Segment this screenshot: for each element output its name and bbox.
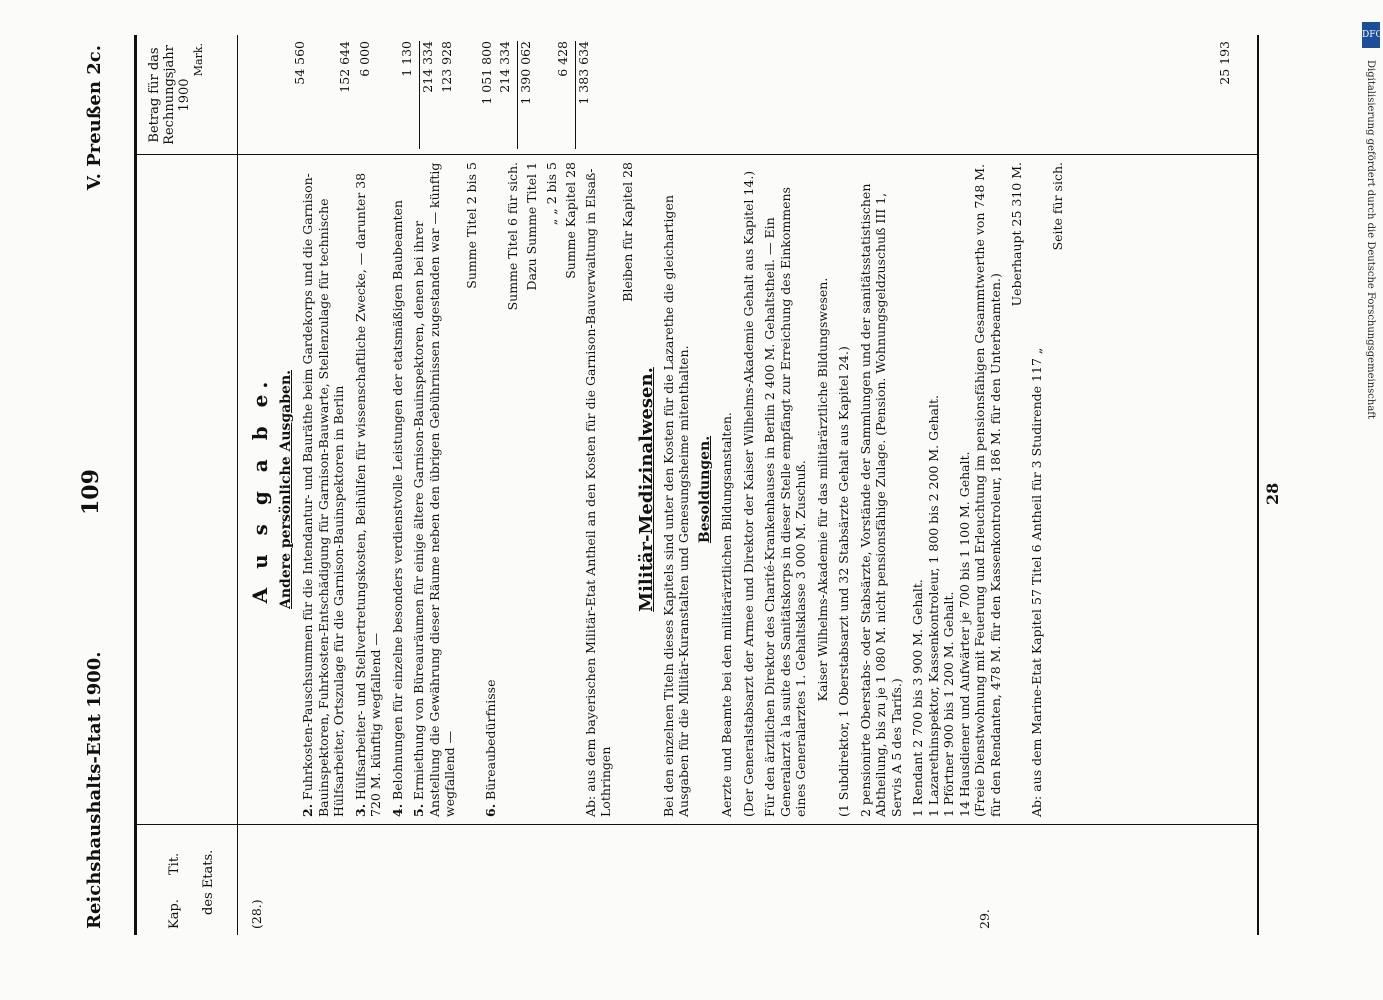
page-number: 109 [78,469,104,515]
amount-bleiben: 1 383 634 [575,41,591,149]
amount-sum-kap: 1 390 062 [517,41,533,149]
dazu-1: Dazu Summe Titel 1 [524,162,539,291]
amount-tit-3: 152 644 [337,41,352,93]
entry-tit-5: 5. Ermiethung von Büreauräumen für einige ältere Garnison-Bauinspektoren, denen bei ihrer Anstellung die Gewährung dieser Räume neben den übrigen Gebührnissen zugestanden war — künftig wegfallend — [411,162,457,817]
t1-p4: 2 pensionirte Oberstabs- oder Stabsärzte, Vorstände der Sammlungen und der sanitätsstatistischen Abtheilung, bis zu je 1 080 M. nicht pensionsfähige Zulage. (Pension. Wohnungsgeldzuschuß III 1, Servis A 5 des Tarifs.) [857,183,904,817]
amount-ab: 6 428 [555,41,570,77]
t1-head: Aerzte und Beamte bei den militärärztlichen Bildungsanstalten. [719,412,734,817]
section-besoldungen: Besoldungen. [696,435,713,544]
kapitel-29: 29. [977,909,992,929]
amount-tit-6: 123 928 [439,41,454,93]
amount-tit-4: 6 000 [357,41,372,77]
intro-29: Bei den einzelnen Titeln dieses Kapitels sind unter den Kosten für die Lazarethe die gleichartigen Ausgaben für die Militär-Kuranstalten und Genesungsheime mitenthalten. [660,195,691,817]
bleiben: Bleiben für Kapitel 28 [619,162,635,302]
col-head-amount: Betrag für das Rechnungsjahr 1900 Mark. [137,35,238,155]
t1-p2: Kaiser Wilhelms-Akademie für das militärärztliche Bildungswesen. [814,277,830,702]
amount-tit-2: 54 560 [292,41,307,85]
sum-6: Summe Titel 6 für sich. [504,162,520,311]
sum-2-5: Summe Titel 2 bis 5 [463,162,479,289]
seite-fuer-sich: Seite für sich. [1050,162,1065,251]
amount-tit-5: 1 130 [399,41,414,77]
header-left: Reichshaushalts-Etat 1900. [84,651,105,929]
t1-p5: 1 Rendant 2 700 bis 3 900 M. Gehalt. [910,579,925,817]
column-divider [137,824,1257,825]
dfg-credit: Digitalisierung gefördert durch die Deutsche Forschungsgemeinschaft [1365,60,1376,419]
column-divider [137,154,1257,155]
page-header [78,35,118,935]
ab-marine: Ab: aus dem Marine-Etat Kapitel 57 Titel 6 Antheil für 3 Studirende 117 „ [1028,347,1044,817]
section-militaer: Militär-Medizinalwesen. [636,367,657,612]
t1-p8: 14 Hausdiener und Aufwärter je 700 bis 1 100 M. Gehalt. [956,451,972,817]
budget-table [134,35,1259,935]
col-head-main [137,155,238,825]
t1-p9: (Freie Dienstwohnung mit Feuerung und Erleuchtung im pensionsfähigen Gesammtwerthe von 748 M. für den Rendanten, 478 M. für den Kassenkontroleur, 186 M. für den Unterbeamten.) [972,163,1003,817]
t1-p1: Für den ärztlichen Direktor des Charité-Krankenhauses in Berlin 2 400 M. Gehaltstheil. — Ein Generalarzt à la suite des Sanitätskorps in dieser Stelle empfängt zur Erreichung des Einkommens eines Generalarztes 1. Gehaltsklasse 3 000 M. Zuschuß. [762,187,808,817]
amount-sum-2-5: 214 334 [419,41,435,149]
t1-p7: 1 Pförtner 900 bis 1 200 M. Gehalt. [941,591,956,817]
entry-tit-2: 2. Fuhrkosten-Pauschsummen für die Intendantur- und Bauräthe beim Gardekorps und die Garnison-Bauinspektoren, Fuhrkosten-Entschädigung für Garnison-Bauwarte, Stellenzulage für technische Hülfsarbeiter, Ortszulage für die Garnison-Bauinspektoren in Berlin [300,173,346,817]
t1-note: (Der Generalstabsarzt der Armee und Direktor der Kaiser Wilhelms-Akademie Gehalt aus Kapitel 14.) [740,170,756,817]
header-right: V. Preußen 2c. [84,45,105,191]
main-text [247,162,1070,817]
rotated-document-page [78,35,1288,935]
amount-dazu-1: 1 051 800 [479,41,494,105]
sum-kapitel-28: Summe Kapitel 28 [563,162,578,279]
amount-seite: 25 193 [1217,41,1232,85]
col-head-kap: Kap. Tit. des Etats. [137,825,238,935]
section-title: A u s g a b e. [248,375,272,604]
entry-tit-6: 6. Büreaubedürfnisse [483,679,498,817]
dazu-2: „ „ 2 bis 5 [543,162,559,226]
amount-dazu-2: 214 334 [497,41,512,93]
entry-tit-3: 3. Hülfsarbeiter- und Stellvertretungskosten, Beihülfen für wissenschaftliche Zwecke, — darunter 38 720 M. künftig wegfallend — [352,172,383,817]
entry-tit-4: 4. Belohnungen für einzelne besonders verdienstvolle Leistungen der etatsmäßigen Baubeamten [389,200,405,817]
kapitel-28: (28.) [249,899,264,929]
footer-page-no: 28 [1263,482,1282,505]
section-andere: Andere persönliche Ausgaben. [277,369,294,610]
ueberhaupt: Ueberhaupt 25 310 M. [1009,162,1024,307]
t1-p6: 1 Lazarethinspektor, Kassenkontroleur, 1 800 bis 2 200 M. Gehalt. [925,395,941,817]
dfg-logo: DFG [1362,22,1380,48]
ab-bayern: Ab: aus dem bayerischen Militär-Etat Antheil an den Kosten für die Garnison-Bauverwaltung in Elsaß-Lothringen [582,168,613,817]
t1-p3: (1 Subdirektor, 1 Oberstabsarzt und 32 Stabsärzte Gehalt aus Kapitel 24.) [836,346,851,817]
